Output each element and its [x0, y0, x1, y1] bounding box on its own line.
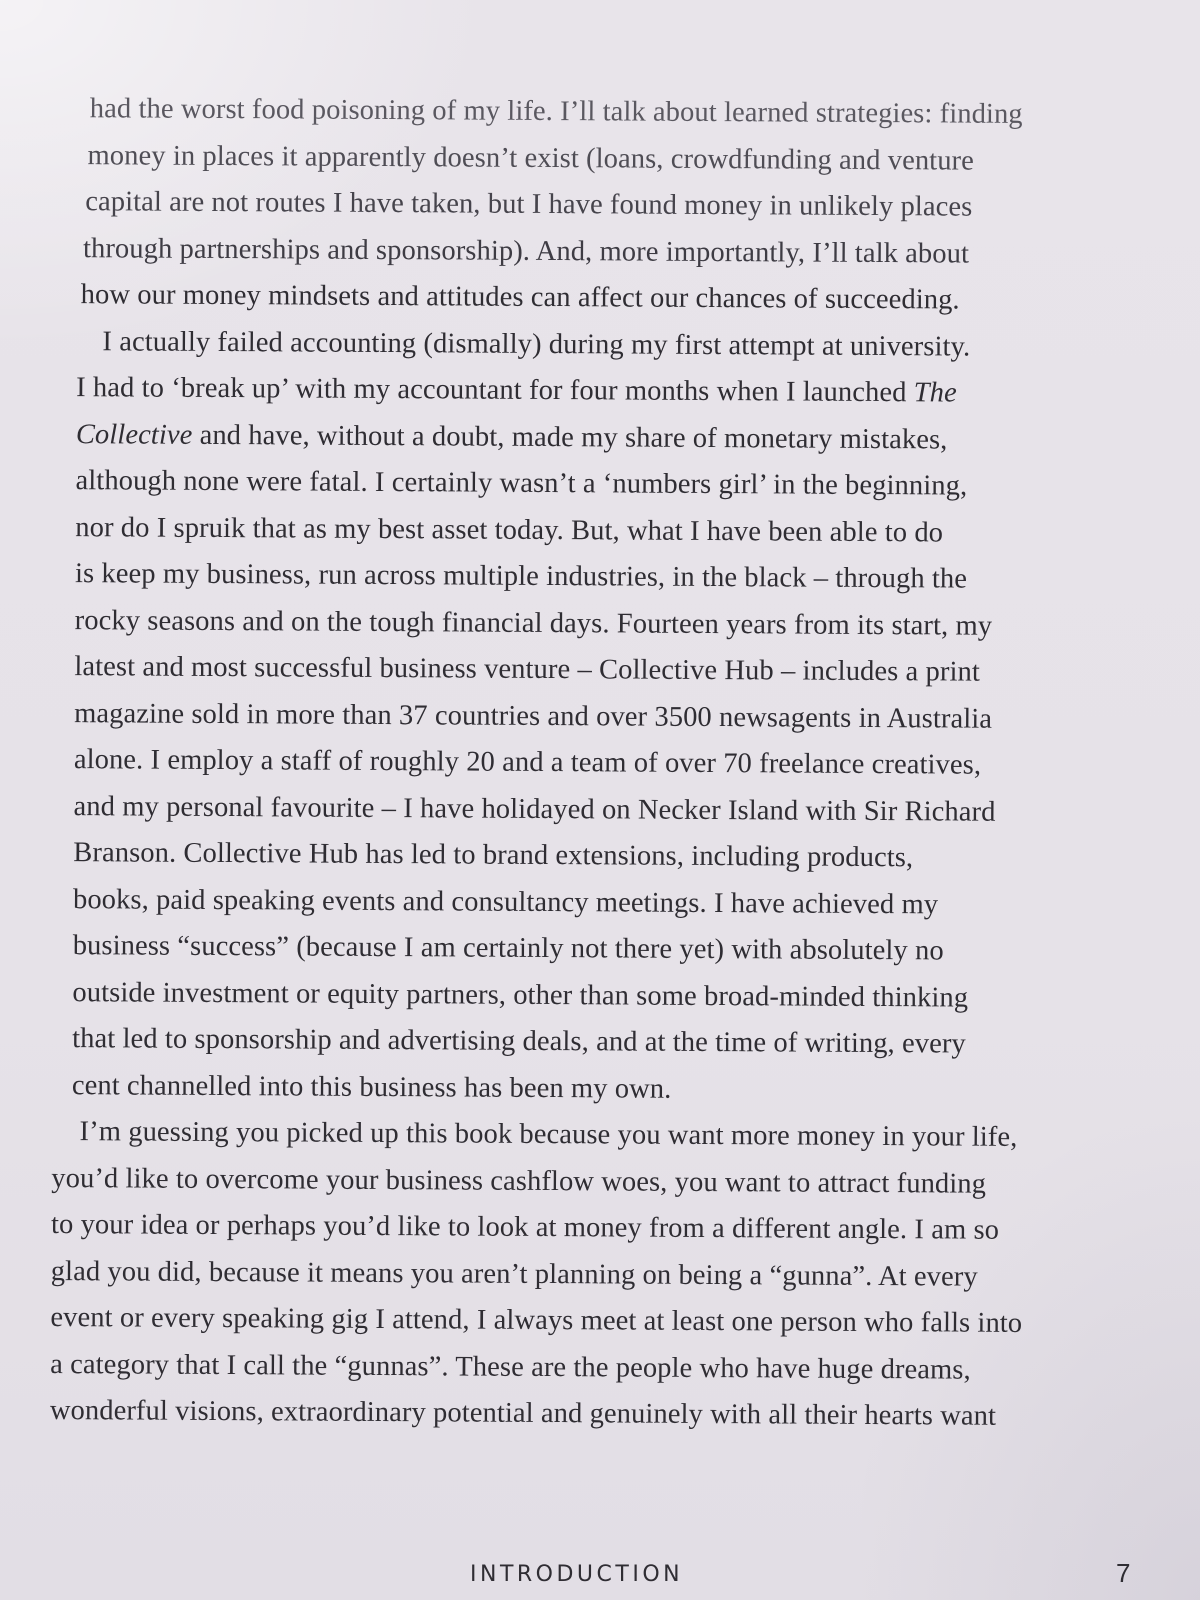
- text-line: books, paid speaking events and consultancy meetings. I have achieved my: [72, 883, 939, 920]
- text-line: wonderful visions, extraordinary potential and genuinely with all their hearts want: [49, 1394, 997, 1432]
- text-fragment: I had to ‘break up’ with my accountant for four months when I launched: [76, 372, 907, 409]
- text-line: although none were fatal. I certainly wasn’t a ‘numbers girl’ in the beginning,: [75, 465, 968, 502]
- text-line: is keep my business, run across multiple industries, in the black – through the: [74, 558, 968, 595]
- text-line: Branson. Collective Hub has led to brand extensions, including products,: [73, 837, 914, 874]
- text-line: [56, 365, 1106, 418]
- text-line: you’d like to overcome your business cashflow woes, you want to attract funding: [51, 1162, 987, 1200]
- paragraph-2: [52, 318, 1107, 1115]
- text-line: event or every speaking gig I attend, I always meet at least one person who falls into: [50, 1301, 1023, 1339]
- text-line: a category that I call the “gunnas”. These are the people who have huge dreams,: [50, 1348, 971, 1386]
- text-line: [56, 411, 1106, 464]
- text-line: glad you did, because it means you aren’t planning on being a “gunna”. At every: [50, 1255, 978, 1293]
- text-line: had the worst food poisoning of my life. I’ll talk about learned strategies: finding: [89, 93, 1023, 130]
- body-text: [50, 86, 1108, 1441]
- text-line: how our money mindsets and attitudes can affect our chances of succeeding.: [80, 279, 960, 316]
- text-line: rocky seasons and on the tough financial days. Fourteen years from its start, my: [74, 604, 993, 642]
- text-fragment: and have, without a doubt, made my share of monetary mistakes,: [199, 419, 948, 455]
- text-line: magazine sold in more than 37 countries and over 3500 newsagents in Australia: [74, 697, 993, 735]
- running-footer-section: INTRODUCTION: [470, 1562, 684, 1587]
- text-line: I’m guessing you picked up this book because you want more money in your life,: [79, 1116, 1018, 1153]
- text-line: outside investment or equity partners, other than some broad-minded thinking: [72, 976, 969, 1014]
- text-line: cent channelled into this business has been my own.: [71, 1069, 672, 1105]
- text-line: money in places it apparently doesn’t exist (loans, crowdfunding and venture: [87, 139, 975, 177]
- text-line: capital are not routes I have taken, but I have found money in unlikely places: [85, 186, 973, 223]
- text-line: business “success” (because I am certainly not there yet) with absolutely no: [72, 930, 944, 967]
- book-title-italic: The: [913, 377, 957, 409]
- text-line: that led to sponsorship and advertising deals, and at the time of writing, every: [72, 1023, 966, 1060]
- paragraph-3: [50, 1109, 1102, 1441]
- text-line: latest and most successful business venture – Collective Hub – includes a print: [74, 651, 981, 688]
- page-number: 7: [1116, 1558, 1131, 1588]
- text-line: through partnerships and sponsorship). And, more importantly, I’ll talk about: [82, 232, 970, 270]
- paragraph-1: [57, 86, 1108, 325]
- text-line: I actually failed accounting (dismally) during my first attempt at university.: [102, 325, 971, 363]
- text-line: and my personal favourite – I have holidayed on Necker Island with Sir Richard: [73, 790, 996, 828]
- text-line: alone. I employ a staff of roughly 20 and a team of over 70 freelance creatives,: [73, 744, 982, 781]
- text-line: to your idea or perhaps you’d like to look at money from a different angle. I am so: [50, 1208, 1000, 1246]
- text-line: nor do I spruik that as my best asset today. But, what I have been able to do: [75, 511, 944, 548]
- book-title-italic: Collective: [75, 418, 193, 451]
